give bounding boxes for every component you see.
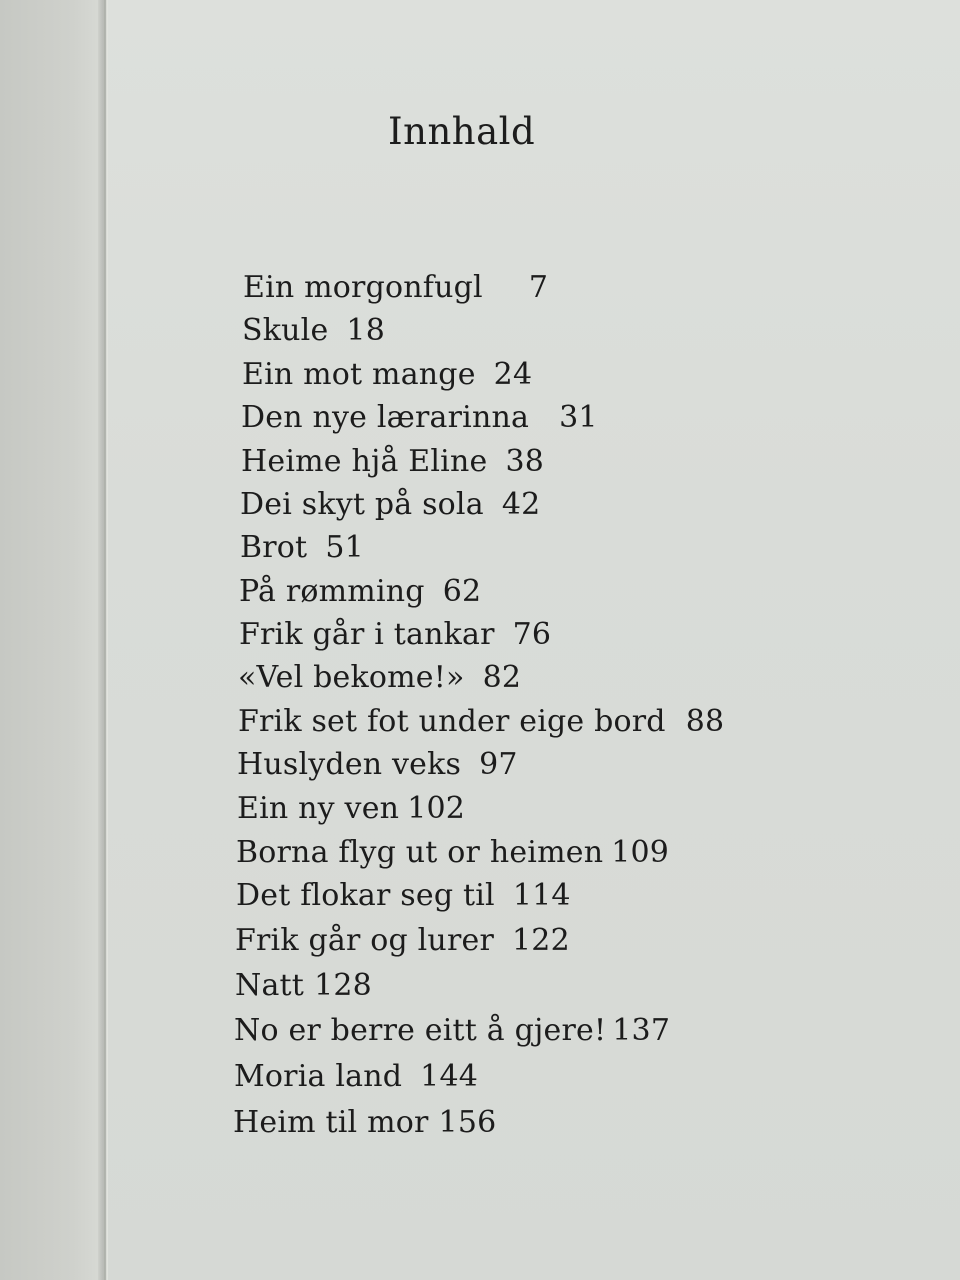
toc-entry xyxy=(237,747,518,783)
toc-entry xyxy=(236,878,571,914)
toc-entry xyxy=(243,270,548,306)
toc-entry-page: 122 xyxy=(512,923,570,958)
toc-entry xyxy=(239,574,481,610)
toc-entry xyxy=(238,704,724,740)
toc-entry-title: Frik set fot under eige bord xyxy=(238,704,666,739)
toc-entry-page: 144 xyxy=(420,1059,479,1094)
toc-entry-page: 114 xyxy=(512,878,571,913)
toc-entry-page: 128 xyxy=(314,968,372,1003)
toc-entry-page: 82 xyxy=(482,660,522,695)
toc-entry xyxy=(233,1105,496,1141)
toc-entry xyxy=(238,660,521,696)
toc-entry-title: Brot xyxy=(240,530,308,565)
toc-entry-page: 97 xyxy=(479,747,518,782)
toc-entry-title: Moria land xyxy=(234,1059,403,1094)
toc-entry-title: No er berre eitt å gjere! xyxy=(234,1013,607,1048)
toc-entry-title: Ein morgonfugl xyxy=(243,270,483,305)
toc-entry-title: Ein mot mange xyxy=(242,357,476,392)
toc-entry-title: Frik går i tankar xyxy=(239,617,495,652)
toc-entry-page: 31 xyxy=(559,400,598,435)
toc-entry-page: 51 xyxy=(325,530,364,565)
toc-entry-page: 38 xyxy=(505,444,545,479)
toc-entry xyxy=(234,1013,670,1049)
toc-entry-title: På rømming xyxy=(239,574,425,609)
toc-entry xyxy=(242,313,385,349)
toc-entry-title: «Vel bekome!» xyxy=(238,660,465,695)
toc-entry-title: Den nye lærarinna xyxy=(241,400,530,435)
toc-entry-title: Heime hjå Eline xyxy=(241,444,488,479)
toc-entry-page: 62 xyxy=(442,574,482,609)
toc-entry-title: Frik går og lurer xyxy=(235,923,494,958)
toc-entry xyxy=(237,791,465,827)
toc-entry-page: 7 xyxy=(528,270,549,305)
toc-entry-title: Det flokar seg til xyxy=(236,878,495,913)
toc-entry-page: 156 xyxy=(438,1105,497,1140)
left-facing-page xyxy=(0,0,104,1280)
toc-entry xyxy=(235,968,372,1004)
toc-entry xyxy=(235,923,570,959)
toc-entry-title: Heim til mor xyxy=(233,1105,429,1140)
toc-entry-page: 42 xyxy=(501,487,541,522)
toc-entry-page: 88 xyxy=(685,704,725,739)
toc-entry xyxy=(241,444,544,480)
toc-entry-title: Ein ny ven xyxy=(237,791,400,826)
toc-entry-title: Skule xyxy=(242,313,329,348)
toc-entry-page: 102 xyxy=(407,791,466,826)
toc-entry-page: 137 xyxy=(612,1013,671,1048)
toc-entry xyxy=(236,835,669,871)
toc-entry-title: Huslyden veks xyxy=(237,747,462,782)
gutter-crease xyxy=(104,0,106,1280)
toc-entry xyxy=(240,530,364,566)
toc-entry-page: 109 xyxy=(611,835,670,870)
toc-entry-title: Borna flyg ut or heimen xyxy=(236,835,604,870)
toc-entry-page: 18 xyxy=(346,313,385,348)
toc-entry-page: 76 xyxy=(512,617,552,652)
toc-entry xyxy=(240,487,540,523)
toc-entry xyxy=(234,1059,478,1095)
toc-entry xyxy=(241,400,598,436)
page-title: Innhald xyxy=(388,110,536,153)
toc-entry xyxy=(242,357,532,393)
toc-entry-page: 24 xyxy=(493,357,533,392)
toc-entry xyxy=(239,617,551,653)
toc-entry-title: Natt xyxy=(235,968,305,1003)
toc-entry-title: Dei skyt på sola xyxy=(240,487,484,522)
